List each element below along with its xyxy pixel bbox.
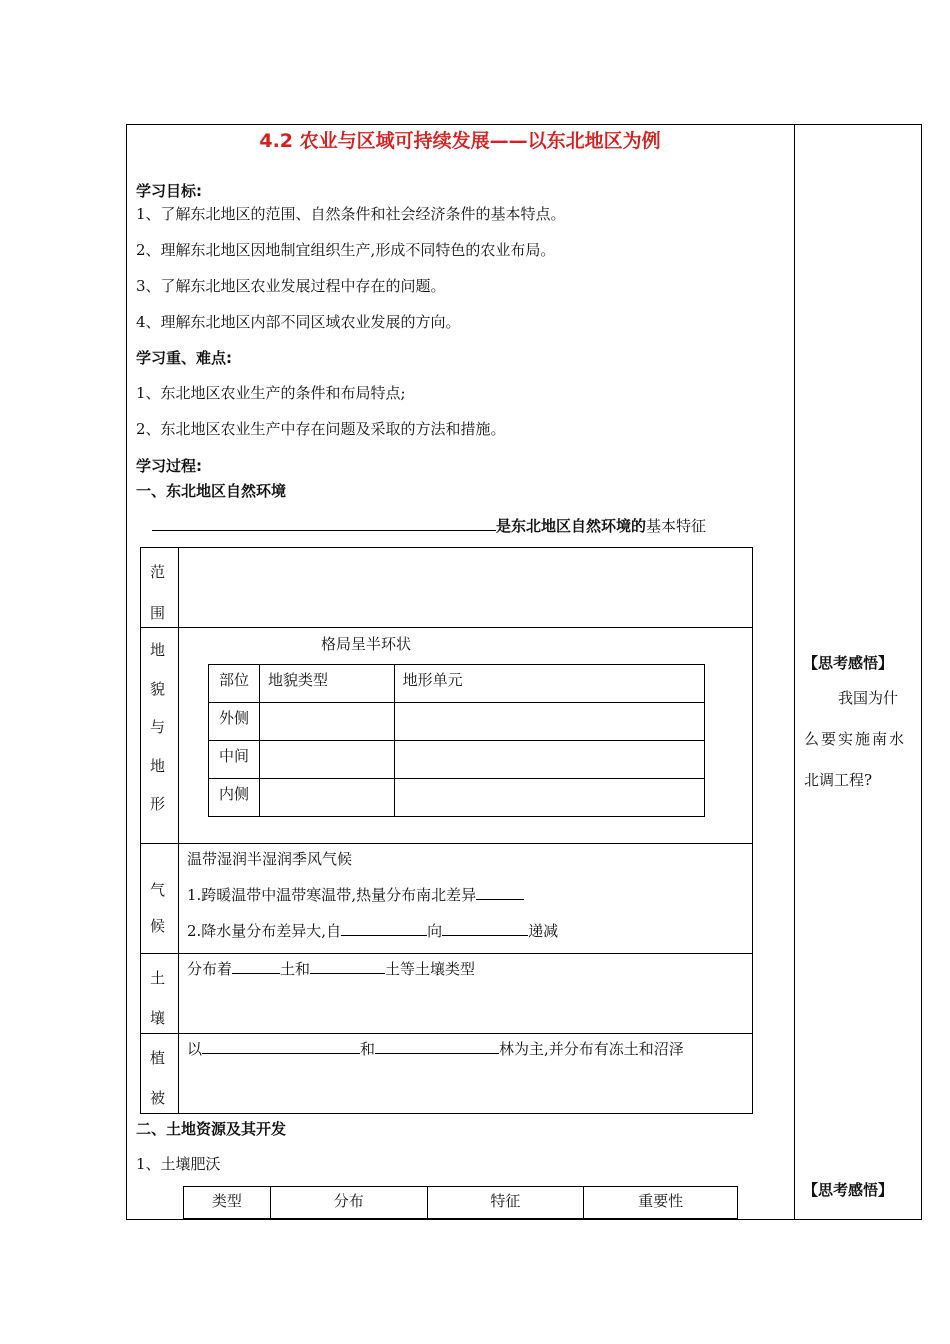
key-points-heading: 学习重、难点: (136, 349, 232, 367)
section2-sub: 1、土壤肥沃 (136, 1155, 221, 1173)
inner-cell[interactable] (259, 703, 394, 741)
inner-row-inner: 内侧 (209, 779, 260, 817)
climate-line-3-c: 递减 (528, 922, 559, 940)
climate-line-2 (187, 884, 524, 905)
soil-label-text: 土壤 (150, 969, 166, 1027)
vegetation-label (150, 1038, 168, 1118)
table-row (184, 1187, 738, 1219)
climate-line-3-a: 2.降水量分布差异大,自 (187, 922, 342, 940)
veg-b: 和 (360, 1040, 376, 1058)
table-row (209, 665, 705, 703)
terrain-inner-table (208, 664, 705, 817)
blank[interactable] (476, 885, 524, 900)
key-point-2: 2、东北地区农业生产中存在问题及采取的方法和措施。 (136, 420, 506, 438)
section2-heading: 二、土地资源及其开发 (136, 1120, 287, 1138)
vegetation-label-text: 植被 (150, 1049, 166, 1107)
table-row (209, 741, 705, 779)
climate-label-text: 气候 (150, 881, 166, 935)
inner-cell[interactable] (394, 703, 704, 741)
blank[interactable] (152, 516, 496, 531)
think-title-2: 【思考感悟】 (803, 1181, 894, 1199)
objective-3: 3、了解东北地区农业发展过程中存在的问题。 (136, 277, 446, 295)
table-row (209, 779, 705, 817)
think-line-1: 我国为什 (838, 689, 899, 707)
terrain-label (150, 631, 168, 824)
blank[interactable] (375, 1039, 499, 1054)
think-title-1: 【思考感悟】 (803, 654, 894, 672)
header-importance: 重要性 (584, 1187, 738, 1219)
soil-type-table (183, 1186, 738, 1219)
section1-heading: 一、东北地区自然环境 (136, 482, 287, 500)
inner-header-landform: 地貌类型 (259, 665, 394, 703)
objective-4: 4、理解东北地区内部不同区域农业发展的方向。 (136, 313, 461, 331)
environment-table (140, 547, 753, 1114)
climate-line-1: 温带湿润半湿润季风气候 (187, 850, 353, 868)
intro-tail: 基本特征 (646, 517, 707, 535)
climate-line-3-b: 向 (427, 922, 443, 940)
inner-row-outer: 外侧 (209, 703, 260, 741)
terrain-label-text: 地貌与地形 (150, 641, 166, 813)
inner-row-middle: 中间 (209, 741, 260, 779)
column-divider (794, 124, 795, 1220)
table-row (141, 548, 753, 628)
objectives-heading: 学习目标: (136, 182, 202, 200)
intro-bold: 是东北地区自然环境的 (496, 517, 647, 535)
soil-line (187, 958, 475, 979)
vegetation-line (187, 1038, 684, 1059)
blank[interactable] (310, 959, 385, 974)
soil-c: 土等土壤类型 (385, 960, 476, 978)
inner-header-part: 部位 (209, 665, 260, 703)
think-line-3: 北调工程? (804, 771, 873, 789)
key-point-1: 1、东北地区农业生产的条件和布局特点; (136, 384, 406, 402)
range-label-text: 范围 (150, 563, 166, 622)
soil-a: 分布着 (187, 960, 233, 978)
soil-label (150, 958, 168, 1038)
veg-a: 以 (187, 1040, 203, 1058)
blank[interactable] (202, 1039, 360, 1054)
inner-cell[interactable] (394, 779, 704, 817)
inner-cell[interactable] (259, 779, 394, 817)
range-label (150, 552, 168, 634)
header-distribution: 分布 (270, 1187, 427, 1219)
climate-line-2-text: 1.跨暖温带中温带寒温带,热量分布南北差异 (187, 886, 477, 904)
objective-2: 2、理解东北地区因地制宜组织生产,形成不同特色的农业布局。 (136, 241, 556, 259)
terrain-caption: 格局呈半环状 (321, 635, 412, 653)
blank[interactable] (442, 921, 528, 936)
inner-header-unit: 地形单元 (394, 665, 704, 703)
climate-line-3 (187, 920, 558, 941)
header-feature: 特征 (427, 1187, 584, 1219)
blank[interactable] (341, 921, 427, 936)
inner-cell[interactable] (394, 741, 704, 779)
inner-cell[interactable] (259, 741, 394, 779)
blank[interactable] (232, 959, 280, 974)
objective-1: 1、了解东北地区的范围、自然条件和社会经济条件的基本特点。 (136, 205, 566, 223)
range-cell[interactable] (178, 548, 752, 628)
page-title: 4.2 农业与区域可持续发展——以东北地区为例 (259, 130, 661, 152)
header-type: 类型 (184, 1187, 271, 1219)
think-line-2: 么要实施南水 (804, 730, 907, 748)
process-heading: 学习过程: (136, 457, 202, 475)
soil-b: 土和 (280, 960, 311, 978)
intro-line (152, 515, 706, 536)
climate-label (150, 872, 168, 944)
veg-c: 林为主,并分布有冻土和沼泽 (499, 1040, 684, 1058)
table-row (209, 703, 705, 741)
